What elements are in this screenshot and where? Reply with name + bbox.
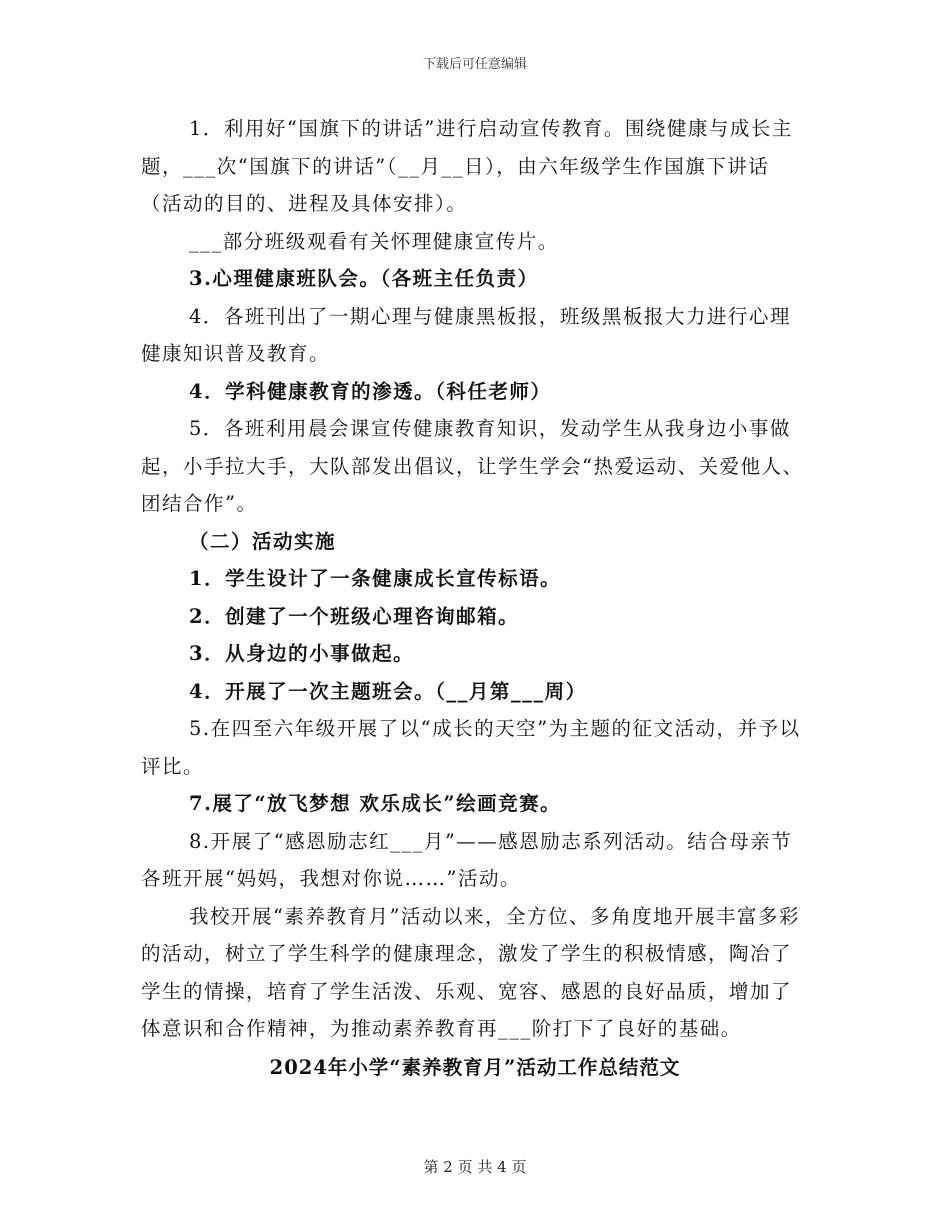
list-item-class-meeting: 4．开展了一次主题班会。（__月第___周） bbox=[189, 679, 587, 703]
section-heading-subject-education: 4．学科健康教育的渗透。（科任老师） bbox=[189, 379, 552, 403]
section-heading-implementation: （二）活动实施 bbox=[189, 529, 337, 553]
next-document-title: 2024年小学“素养教育月”活动工作总结范文 bbox=[269, 1056, 681, 1079]
page-header: 下载后可任意编辑 bbox=[422, 57, 527, 72]
list-item-mailbox: 2．创建了一个班级心理咨询邮箱。 bbox=[189, 604, 520, 628]
paragraph-4: 4．各班刊出了一期心理与健康黑板报，班级黑板报大力进行心理健康知识普及教育。 bbox=[141, 304, 791, 365]
document-body bbox=[141, 110, 811, 1048]
list-item-slogan: 1．学生设计了一条健康成长宣传标语。 bbox=[189, 567, 562, 590]
paragraph-6: 5．各班利用晨会课宣传健康教育知识，发动学生从我身边小事做起，小手拉大手，大队部发出倡议，让学生学会“热爱运动、关爱他人、团结合作”。 bbox=[141, 417, 804, 515]
list-item-small-things: 3．从身边的小事做起。 bbox=[189, 642, 415, 665]
list-item-painting-contest: 7.展了“放飞梦想 欢乐成长”绘画竞赛。 bbox=[189, 792, 562, 815]
page-footer: 第 2 页 共 4 页 bbox=[423, 1158, 527, 1176]
section-heading-class-meeting: 3.心理健康班队会。（各班主任负责） bbox=[189, 267, 539, 290]
paragraph-summary: 我校开展“素养教育月”活动以来，全方位、多角度地开展丰富多彩的活动，树立了学生科学的健康理念，激发了学生的积极情感，陶冶了学生的情操，培育了学生活泼、乐观、宽容、感恩的良好品质，增加了体意识和合作精神，为推动素养教育再___阶打下了良好的基础。 bbox=[141, 904, 800, 1040]
paragraph-1: 1．利用好“国旗下的讲话”进行启动宣传教育。围绕健康与成长主题，___次“国旗下的讲话”（__月__日），由六年级学生作国旗下讲话（活动的目的、进程及具体安排）。 bbox=[141, 117, 793, 215]
paragraph-essay-contest: 5.在四至六年级开展了以“成长的天空”为主题的征文活动，并予以评比。 bbox=[141, 717, 801, 778]
paragraph-gratitude: 8.开展了“感恩励志红___月”——感恩励志系列活动。结合母亲节各班开展“妈妈，我想对你说……”活动。 bbox=[141, 829, 793, 890]
paragraph-2: ___部分班级观看有关怀理健康宣传片。 bbox=[189, 229, 559, 253]
